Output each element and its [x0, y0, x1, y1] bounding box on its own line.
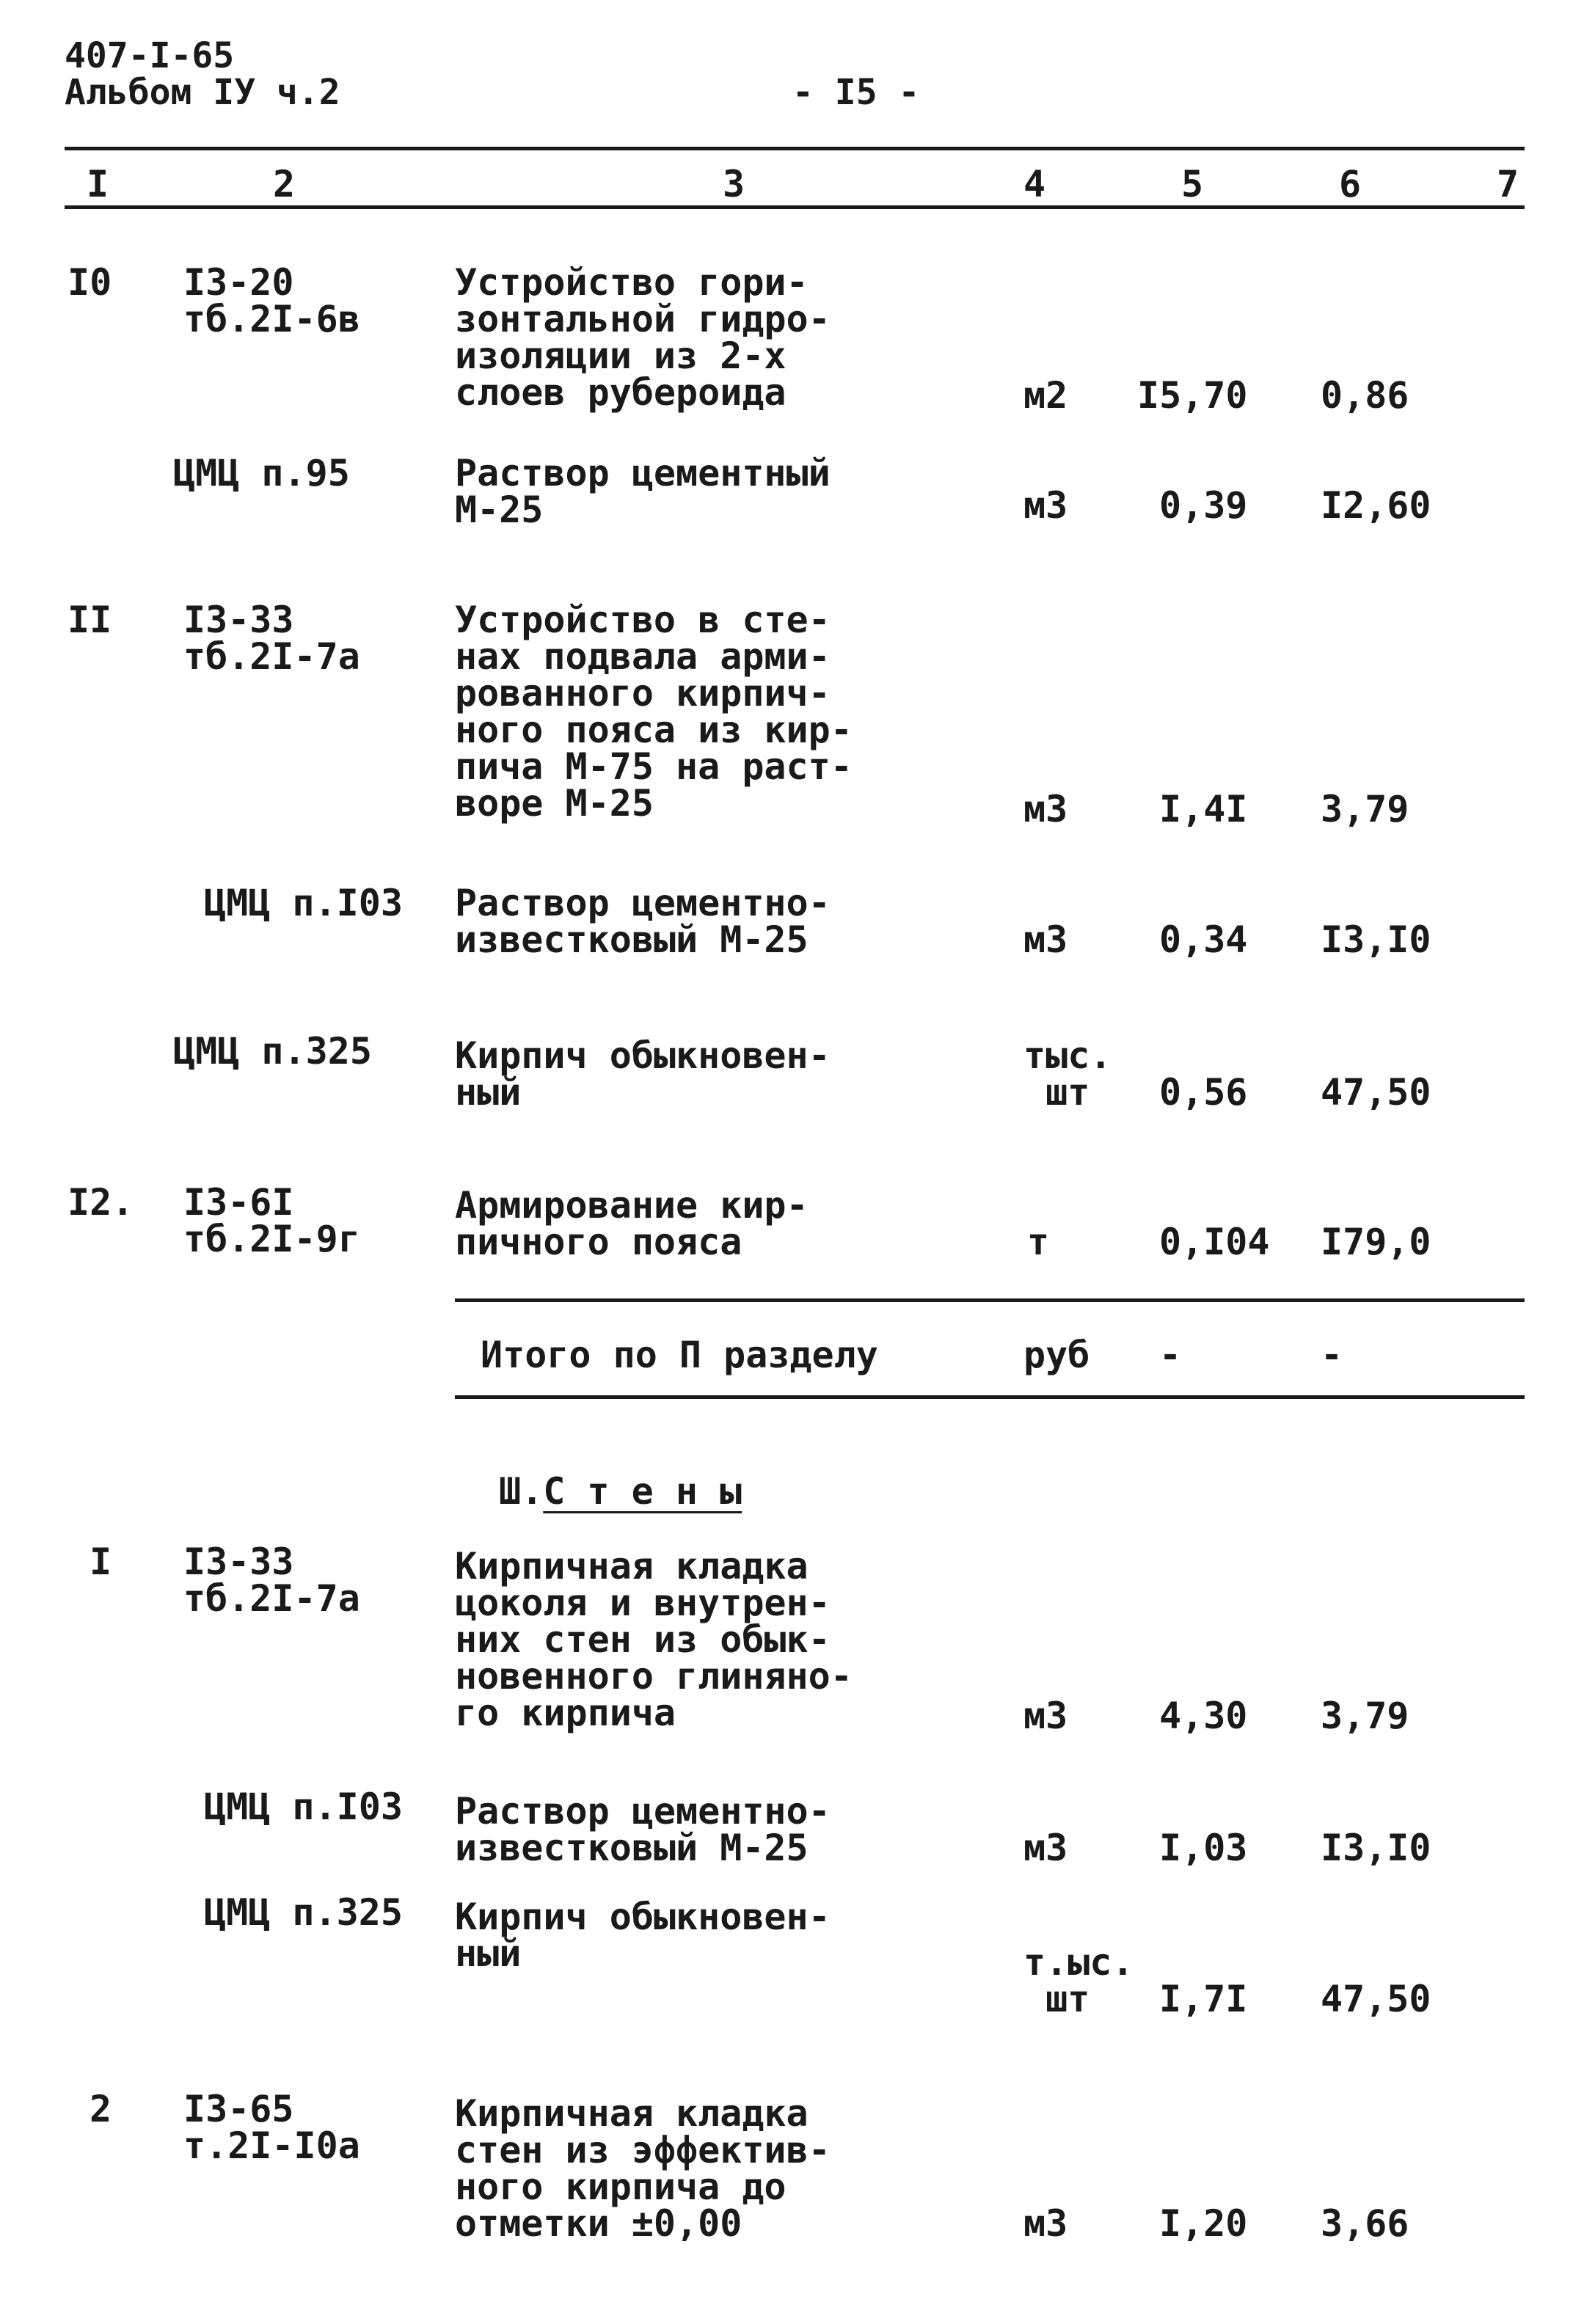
- total-price: -: [1321, 1334, 1343, 1376]
- row-number: II: [67, 599, 112, 641]
- row-code: I3-20 тб.2I-6в: [183, 261, 360, 340]
- row-price: 47,50: [1321, 1978, 1431, 2020]
- row-quantity: 0,I04: [1159, 1221, 1270, 1263]
- row-unit: м3: [1023, 484, 1068, 527]
- row-price: I79,0: [1321, 1221, 1431, 1263]
- row-quantity: I,7I: [1159, 1978, 1248, 2020]
- row-number: I: [90, 1541, 112, 1583]
- column-header-3: 3: [723, 163, 745, 205]
- row-description: Кирпич обыкновен- ный: [455, 1034, 831, 1114]
- total-label: Итого по П разделу: [481, 1334, 878, 1376]
- row-quantity: I,20: [1159, 2202, 1248, 2245]
- row-unit: м3: [1023, 1827, 1068, 1869]
- row-code: I3-6I тб.2I-9г: [183, 1181, 360, 1260]
- row-unit: м3: [1023, 1695, 1068, 1737]
- row-number: 2: [90, 2088, 112, 2130]
- row-unit: тыс. шт: [1023, 1034, 1112, 1114]
- section-title: С т е н ы: [543, 1470, 742, 1513]
- row-code: I3-33 тб.2I-7а: [183, 1541, 360, 1620]
- row-code: I3-33 тб.2I-7а: [183, 599, 360, 678]
- row-unit: м3: [1023, 788, 1068, 830]
- row-price: I3,I0: [1321, 1827, 1431, 1869]
- row-description: Армирование кир- пичного пояса: [455, 1184, 809, 1263]
- row-unit: т: [1027, 1221, 1050, 1263]
- row-code: ЦМЦ п.95: [173, 452, 350, 494]
- album-label: Альбом IУ ч.2: [65, 72, 340, 113]
- row-price: 3,79: [1321, 1695, 1409, 1737]
- table-header-rule: [65, 205, 1525, 209]
- page-number: - I5 -: [792, 72, 920, 113]
- row-description: Устройство гори- зонтальной гидро- изоляции из 2-х слоев рубероида: [455, 261, 831, 414]
- column-header-2: 2: [273, 163, 296, 205]
- row-unit: м3: [1023, 918, 1068, 961]
- row-description: Раствор цементно- известковый М-25: [455, 1790, 831, 1869]
- row-quantity: 0,56: [1159, 1071, 1248, 1114]
- total-unit: руб: [1023, 1334, 1090, 1376]
- column-header-5: 5: [1181, 163, 1204, 205]
- row-quantity: I,4I: [1159, 788, 1248, 830]
- row-quantity: 0,39: [1159, 484, 1248, 527]
- row-quantity: 0,34: [1159, 918, 1248, 961]
- row-quantity: I,03: [1159, 1827, 1248, 1869]
- row-price: 0,86: [1321, 374, 1409, 417]
- table-top-rule: [65, 147, 1525, 150]
- row-number: I2.: [67, 1181, 134, 1224]
- row-price: I3,I0: [1321, 918, 1431, 961]
- column-header-1: I: [87, 163, 109, 205]
- document-code: 407-I-65: [65, 35, 235, 76]
- row-description: Кирпич обыкновен- ный: [455, 1896, 831, 1975]
- row-price: 3,79: [1321, 788, 1409, 830]
- section-heading: [499, 1470, 742, 1513]
- row-code: I3-65 т.2I-I0а: [183, 2088, 360, 2167]
- section-prefix: Ш.: [499, 1470, 544, 1513]
- total-top-rule: [455, 1298, 1525, 1302]
- row-price: I2,60: [1321, 484, 1431, 527]
- row-description: Кирпичная кладка цоколя и внутрен- них стен из обык- новенного глиняно- го кирпича: [455, 1545, 853, 1734]
- row-unit: м3: [1023, 2202, 1068, 2245]
- row-code: ЦМЦ п.325: [204, 1891, 403, 1934]
- row-description: Кирпичная кладка стен из эффектив- ного кирпича до отметки ±0,00: [455, 2092, 831, 2245]
- row-quantity: 4,30: [1159, 1695, 1248, 1737]
- column-header-6: 6: [1339, 163, 1362, 205]
- row-description: Раствор цементный М-25: [455, 452, 831, 531]
- row-code: ЦМЦ п.325: [173, 1030, 372, 1073]
- row-code: ЦМЦ п.I03: [204, 882, 403, 924]
- row-description: Устройство в сте- нах подвала арми- рованного кирпич- ного пояса из кир- пича М-75 на раст- воре М-25: [455, 599, 853, 825]
- row-quantity: I5,70: [1137, 374, 1248, 417]
- column-header-7: 7: [1497, 163, 1519, 205]
- row-price: 3,66: [1321, 2202, 1409, 2245]
- row-price: 47,50: [1321, 1071, 1431, 1114]
- row-description: Раствор цементно- известковый М-25: [455, 882, 831, 961]
- row-number: I0: [67, 261, 112, 304]
- row-code: ЦМЦ п.I03: [204, 1786, 403, 1828]
- column-header-4: 4: [1023, 163, 1046, 205]
- row-unit: т.ыс. шт: [1023, 1941, 1134, 2020]
- total-bottom-rule: [455, 1395, 1525, 1399]
- total-quantity: -: [1159, 1334, 1182, 1376]
- row-unit: м2: [1023, 374, 1068, 417]
